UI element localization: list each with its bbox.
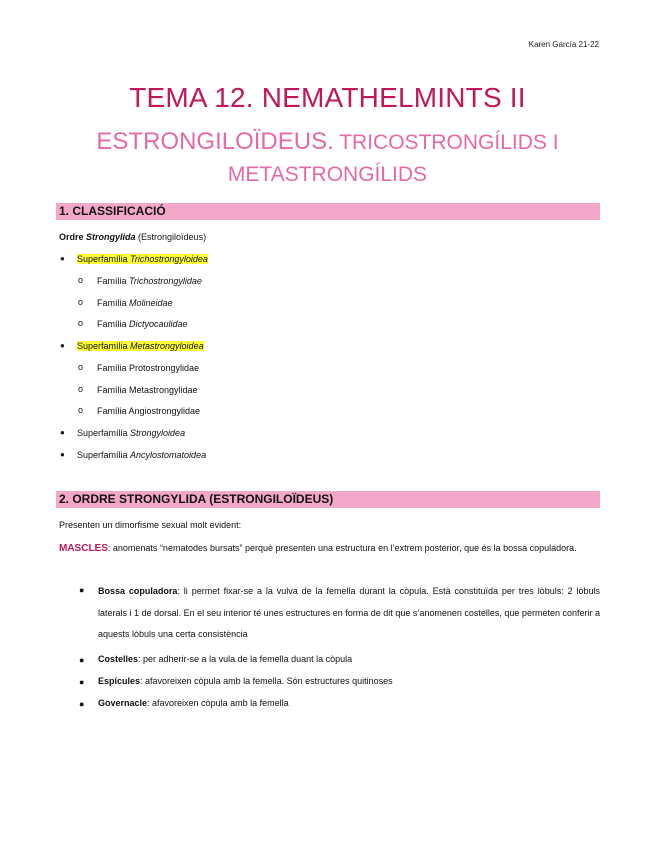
bullet-icon: ● — [79, 585, 85, 595]
author-note: Karen García 21-22 — [528, 40, 599, 49]
circle-bullet-icon: o — [78, 318, 84, 328]
list-item: Bossa copuladora: li permet fixar-se a la vulva de la femella durant la còpula. Està constituïda per tres lòbuls: 2 lòbuls laterals i 1 de dorsal. En el seu interior té unes estructures en forma de dit que s’anomenen costelles, que permeten conferir a aquests lòbuls una certa consistència — [98, 586, 601, 639]
bullet-icon: ● — [60, 341, 65, 350]
list-item: Superfamília Trichostrongyloidea — [77, 254, 208, 264]
circle-bullet-icon: o — [78, 405, 84, 415]
bullet-icon: ● — [60, 450, 65, 459]
list-item: Família Trichostrongylidae — [97, 276, 202, 286]
list-item: Espícules: afavoreixen còpula amb la femella. Són estructures quitinoses — [98, 676, 393, 686]
subtitle-part2: TRICOSTRONGÍLIDS I — [339, 131, 559, 154]
list-item: Família Protostrongylidae — [97, 363, 200, 373]
bullet-icon: ● — [79, 699, 85, 709]
bullet-icon: ● — [79, 655, 85, 665]
list-item: Superfamília Strongyloidea — [77, 428, 186, 438]
bullet-icon: ● — [79, 677, 85, 687]
circle-bullet-icon: o — [78, 362, 84, 372]
list-item: Família Molineidae — [97, 298, 173, 308]
list-item: Família Metastrongylidae — [97, 385, 198, 395]
page-subtitle — [60, 126, 595, 191]
list-item: Governacle: afavoreixen còpula amb la femella — [98, 698, 289, 708]
bullet-icon: ● — [60, 254, 65, 263]
order-line: Ordre Strongylida (Estrongiloïdeus) — [59, 232, 207, 242]
subtitle-part1: ESTRONGILOÏDEUS. — [96, 128, 334, 155]
bullet-icon: ● — [60, 428, 65, 437]
list-item: Família Dictyocaulidae — [97, 319, 188, 329]
list-item: Família Angiostrongylidae — [97, 406, 201, 416]
list-item: Costelles: per adherir-se a la vula de la femella duant la còpula — [98, 654, 353, 664]
circle-bullet-icon: o — [78, 297, 84, 307]
list-item: Superfamília Metastrongyloidea — [77, 341, 204, 351]
list-item: Superfamília Ancylostomatoidea — [77, 450, 207, 460]
circle-bullet-icon: o — [78, 275, 84, 285]
intro-text: Presenten un dimorfisme sexual molt evident: — [59, 520, 242, 530]
circle-bullet-icon: o — [78, 384, 84, 394]
subtitle-part3: METASTRONGÍLIDS — [227, 163, 428, 186]
mascles-paragraph: MASCLES: anomenats “nematodes bursats” perquè presenten una estructura en l’extrem posterior, que és la bossa copuladora. — [59, 543, 577, 554]
section-heading-classificacio: 1. CLASSIFICACIÓ — [56, 203, 600, 220]
page-title: TEMA 12. NEMATHELMINTS II — [129, 82, 526, 113]
section-heading-ordre-strongylida: 2. ORDRE STRONGYLIDA (ESTRONGILOÏDEUS) — [56, 491, 600, 508]
